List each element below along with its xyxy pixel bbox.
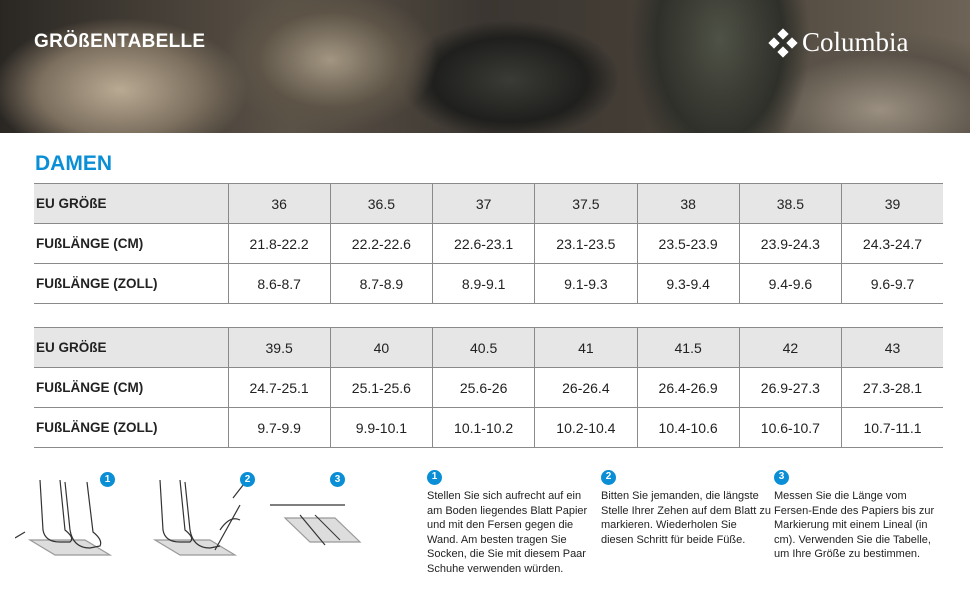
step-2 — [601, 470, 771, 547]
table-row — [34, 264, 943, 304]
cell: 36 — [228, 184, 330, 224]
step-text: Bitten Sie jemanden, die längste Stelle Ihrer Zehen auf dem Blatt zu markieren. Wiederholen Sie diesen Schritt für beide Füße. — [601, 490, 771, 546]
cell: 24.7-25.1 — [228, 368, 330, 408]
cell: 9.6-9.7 — [842, 264, 944, 304]
brand-name: Columbia — [802, 27, 909, 57]
measuring-illustrations — [15, 470, 385, 570]
cell: 9.3-9.4 — [637, 264, 739, 304]
row-label: FUßLÄNGE (ZOLL) — [34, 408, 228, 448]
cell: 27.3-28.1 — [842, 368, 944, 408]
cell: 37 — [433, 184, 535, 224]
cell: 10.1-10.2 — [433, 408, 535, 448]
cell: 10.7-11.1 — [842, 408, 944, 448]
table-row — [34, 368, 943, 408]
cell: 23.9-24.3 — [739, 224, 841, 264]
marking-toe-icon — [155, 480, 247, 555]
cell: 40.5 — [433, 328, 535, 368]
cell: 40 — [330, 328, 432, 368]
size-table-2 — [34, 327, 943, 448]
step-text: Stellen Sie sich aufrecht auf ein am Boden liegendes Blatt Papier und mit den Fersen gegen die Wand. Am besten tragen Sie Socken, die Sie mit diesem Paar Schuhe verwenden würden. — [427, 490, 588, 575]
table-row — [34, 184, 943, 224]
hero-banner — [0, 0, 970, 133]
cell: 37.5 — [535, 184, 637, 224]
cell: 39.5 — [228, 328, 330, 368]
step-2-badge: 2 — [240, 472, 255, 487]
section-title: DAMEN — [35, 152, 112, 175]
cell: 42 — [739, 328, 841, 368]
cell: 23.1-23.5 — [535, 224, 637, 264]
cell: 26.4-26.9 — [637, 368, 739, 408]
step-text: Messen Sie die Länge vom Fersen-Ende des Papiers bis zur Markierung mit einem Lineal (in cm). Verwenden Sie die Tabelle, um Ihre Größe zu bestimmen. — [774, 490, 935, 560]
cell: 10.4-10.6 — [637, 408, 739, 448]
step-3 — [774, 470, 944, 562]
cell: 26-26.4 — [535, 368, 637, 408]
cell: 24.3-24.7 — [842, 224, 944, 264]
cell: 22.2-22.6 — [330, 224, 432, 264]
cell: 9.7-9.9 — [228, 408, 330, 448]
cell: 10.6-10.7 — [739, 408, 841, 448]
cell: 9.4-9.6 — [739, 264, 841, 304]
cell: 25.1-25.6 — [330, 368, 432, 408]
columbia-diamond-icon — [768, 28, 798, 58]
row-label: FUßLÄNGE (ZOLL) — [34, 264, 228, 304]
cell: 43 — [842, 328, 944, 368]
step-1 — [427, 470, 597, 576]
columbia-logo — [768, 27, 909, 58]
cell: 21.8-22.2 — [228, 224, 330, 264]
step-number: 1 — [427, 470, 442, 485]
cell: 9.9-10.1 — [330, 408, 432, 448]
step-number: 2 — [601, 470, 616, 485]
cell: 26.9-27.3 — [739, 368, 841, 408]
row-label: FUßLÄNGE (CM) — [34, 224, 228, 264]
cell: 41.5 — [637, 328, 739, 368]
cell: 41 — [535, 328, 637, 368]
row-label: EU GRÖßE — [34, 184, 228, 224]
cell: 22.6-23.1 — [433, 224, 535, 264]
cell: 8.9-9.1 — [433, 264, 535, 304]
cell: 25.6-26 — [433, 368, 535, 408]
feet-on-paper-icon — [15, 480, 110, 555]
cell: 9.1-9.3 — [535, 264, 637, 304]
banner-title: GRÖßENTABELLE — [34, 31, 206, 52]
table-row — [34, 224, 943, 264]
step-3-badge: 3 — [330, 472, 345, 487]
cell: 8.7-8.9 — [330, 264, 432, 304]
step-1-badge: 1 — [100, 472, 115, 487]
cell: 10.2-10.4 — [535, 408, 637, 448]
row-label: EU GRÖßE — [34, 328, 228, 368]
cell: 38 — [637, 184, 739, 224]
cell: 23.5-23.9 — [637, 224, 739, 264]
table-row — [34, 328, 943, 368]
row-label: FUßLÄNGE (CM) — [34, 368, 228, 408]
cell: 8.6-8.7 — [228, 264, 330, 304]
cell: 38.5 — [739, 184, 841, 224]
step-number: 3 — [774, 470, 789, 485]
cell: 39 — [842, 184, 944, 224]
ruler-measure-icon — [270, 505, 360, 545]
size-table-1 — [34, 183, 943, 304]
cell: 36.5 — [330, 184, 432, 224]
table-row — [34, 408, 943, 448]
